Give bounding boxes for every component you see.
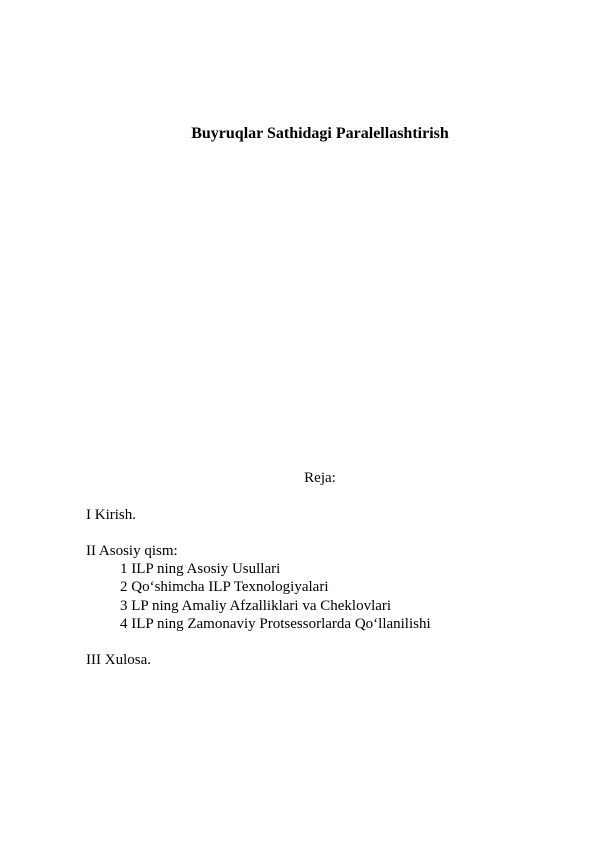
outline-main-item-4: 4 ILP ning Zamonaviy Protsessorlarda Qo‘llanilishi xyxy=(120,616,431,632)
document-title: Buyruqlar Sathidagi Paralellashtirish xyxy=(191,125,449,142)
outline-main-item-3: 3 LP ning Amaliy Afzalliklari va Cheklovlari xyxy=(120,598,392,614)
outline-main-item-2: 2 Qo‘shimcha ILP Texnologiyalari xyxy=(120,579,329,595)
plan-heading: Reja: xyxy=(304,470,336,486)
outline-main-part: II Asosiy qism: xyxy=(86,543,178,559)
outline-conclusion: III Xulosa. xyxy=(86,652,151,668)
outline-main-item-1: 1 ILP ning Asosiy Usullari xyxy=(120,561,281,577)
outline-intro: I Kirish. xyxy=(86,507,136,523)
